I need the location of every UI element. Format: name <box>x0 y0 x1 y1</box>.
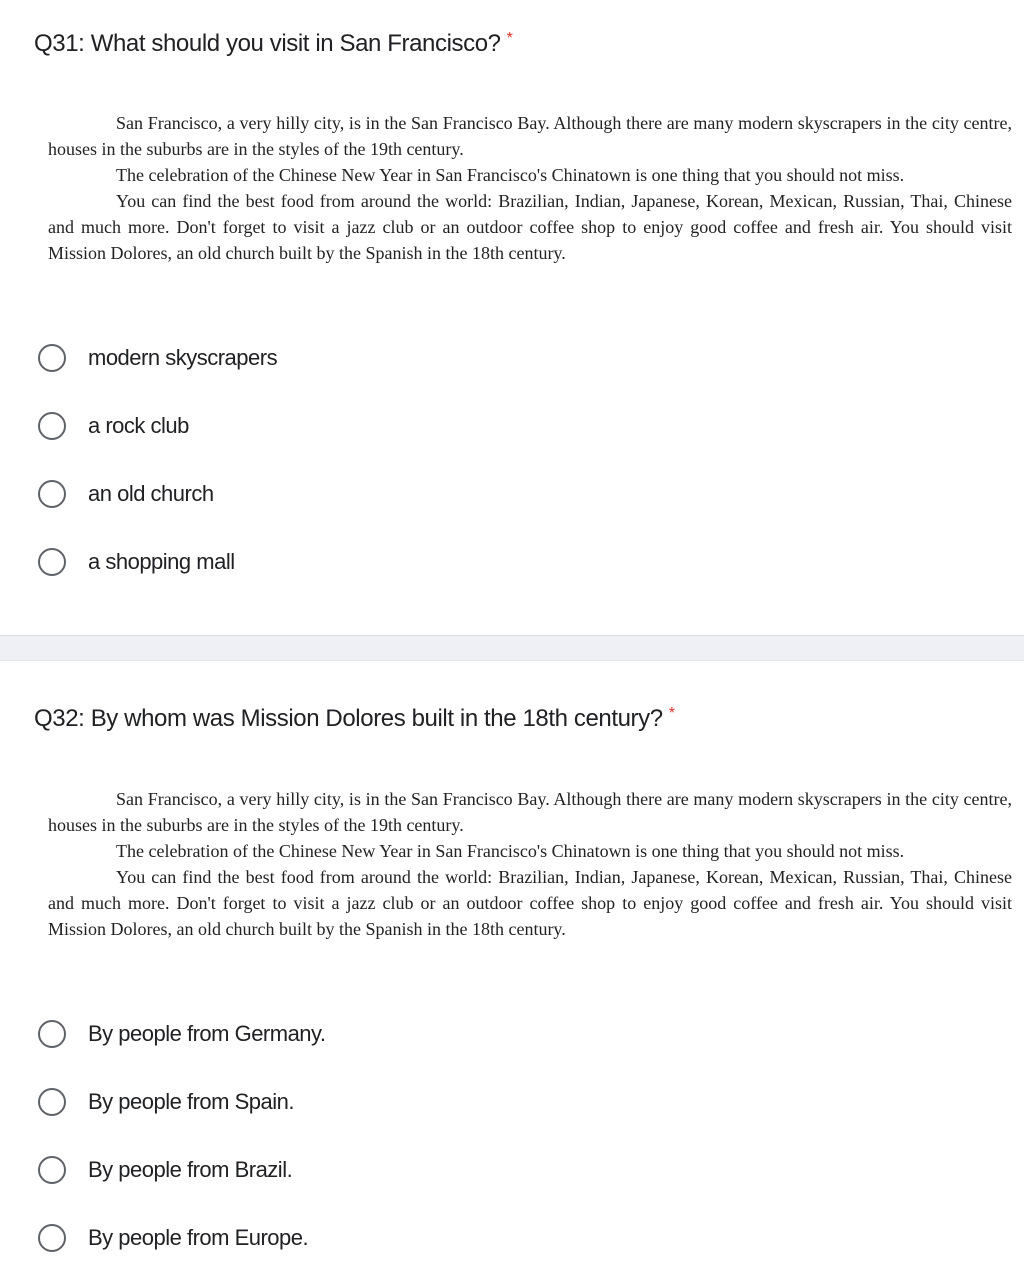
option-label: By people from Spain. <box>88 1089 294 1114</box>
required-asterisk: * <box>506 30 513 47</box>
option-modern-skyscrapers[interactable] <box>34 338 277 378</box>
reading-passage <box>48 110 1012 266</box>
option-label: By people from Brazil. <box>88 1157 293 1182</box>
question-card-q32 <box>0 661 1024 1278</box>
passage-paragraph: You can find the best food from around the world: Brazilian, Indian, Japanese, Korean, Mexican, Russian, Thai, Chinese and much more. Don't forget to visit a jazz club or an outdoor coffee shop to enjoy good coffee and fresh air. You should visit Mission Dolores, an old church built by the Spanish in the 18th century. <box>48 191 1012 263</box>
passage-paragraph: The celebration of the Chinese New Year in San Francisco's Chinatown is one thing that you should not miss. <box>116 165 905 185</box>
question-title: Q32: By whom was Mission Dolores built in the 18th century? * <box>34 705 675 732</box>
question-card-q31 <box>0 0 1024 635</box>
option-label: an old church <box>88 481 214 506</box>
passage-paragraph: San Francisco, a very hilly city, is in the San Francisco Bay. Although there are many modern skyscrapers in the city centre, houses in the suburbs are in the styles of the 19th century. <box>48 789 1012 835</box>
option-shopping-mall[interactable] <box>34 542 235 582</box>
reading-passage <box>48 786 1012 942</box>
option-label: a rock club <box>88 413 189 438</box>
radio-button[interactable] <box>38 344 66 372</box>
option-europe[interactable] <box>34 1218 308 1258</box>
radio-button[interactable] <box>38 480 66 508</box>
option-label: modern skyscrapers <box>88 345 278 370</box>
option-germany[interactable] <box>34 1014 326 1054</box>
radio-button[interactable] <box>38 1224 66 1252</box>
radio-button[interactable] <box>38 548 66 576</box>
radio-button[interactable] <box>38 412 66 440</box>
required-asterisk: * <box>668 705 675 722</box>
radio-button[interactable] <box>38 1088 66 1116</box>
question-title: Q31: What should you visit in San Francisco? * <box>34 30 513 57</box>
card-separator <box>0 635 1024 661</box>
option-label: By people from Europe. <box>88 1225 309 1250</box>
passage-paragraph: The celebration of the Chinese New Year in San Francisco's Chinatown is one thing that you should not miss. <box>116 841 905 861</box>
option-label: By people from Germany. <box>88 1021 326 1046</box>
option-spain[interactable] <box>34 1082 294 1122</box>
option-brazil[interactable] <box>34 1150 292 1190</box>
passage-paragraph: San Francisco, a very hilly city, is in the San Francisco Bay. Although there are many modern skyscrapers in the city centre, houses in the suburbs are in the styles of the 19th century. <box>48 113 1012 159</box>
option-rock-club[interactable] <box>34 406 189 446</box>
radio-button[interactable] <box>38 1020 66 1048</box>
radio-button[interactable] <box>38 1156 66 1184</box>
passage-paragraph: You can find the best food from around the world: Brazilian, Indian, Japanese, Korean, Mexican, Russian, Thai, Chinese and much more. Don't forget to visit a jazz club or an outdoor coffee shop to enjoy good coffee and fresh air. You should visit Mission Dolores, an old church built by the Spanish in the 18th century. <box>48 867 1012 939</box>
option-old-church[interactable] <box>34 474 214 514</box>
option-label: a shopping mall <box>88 549 235 574</box>
